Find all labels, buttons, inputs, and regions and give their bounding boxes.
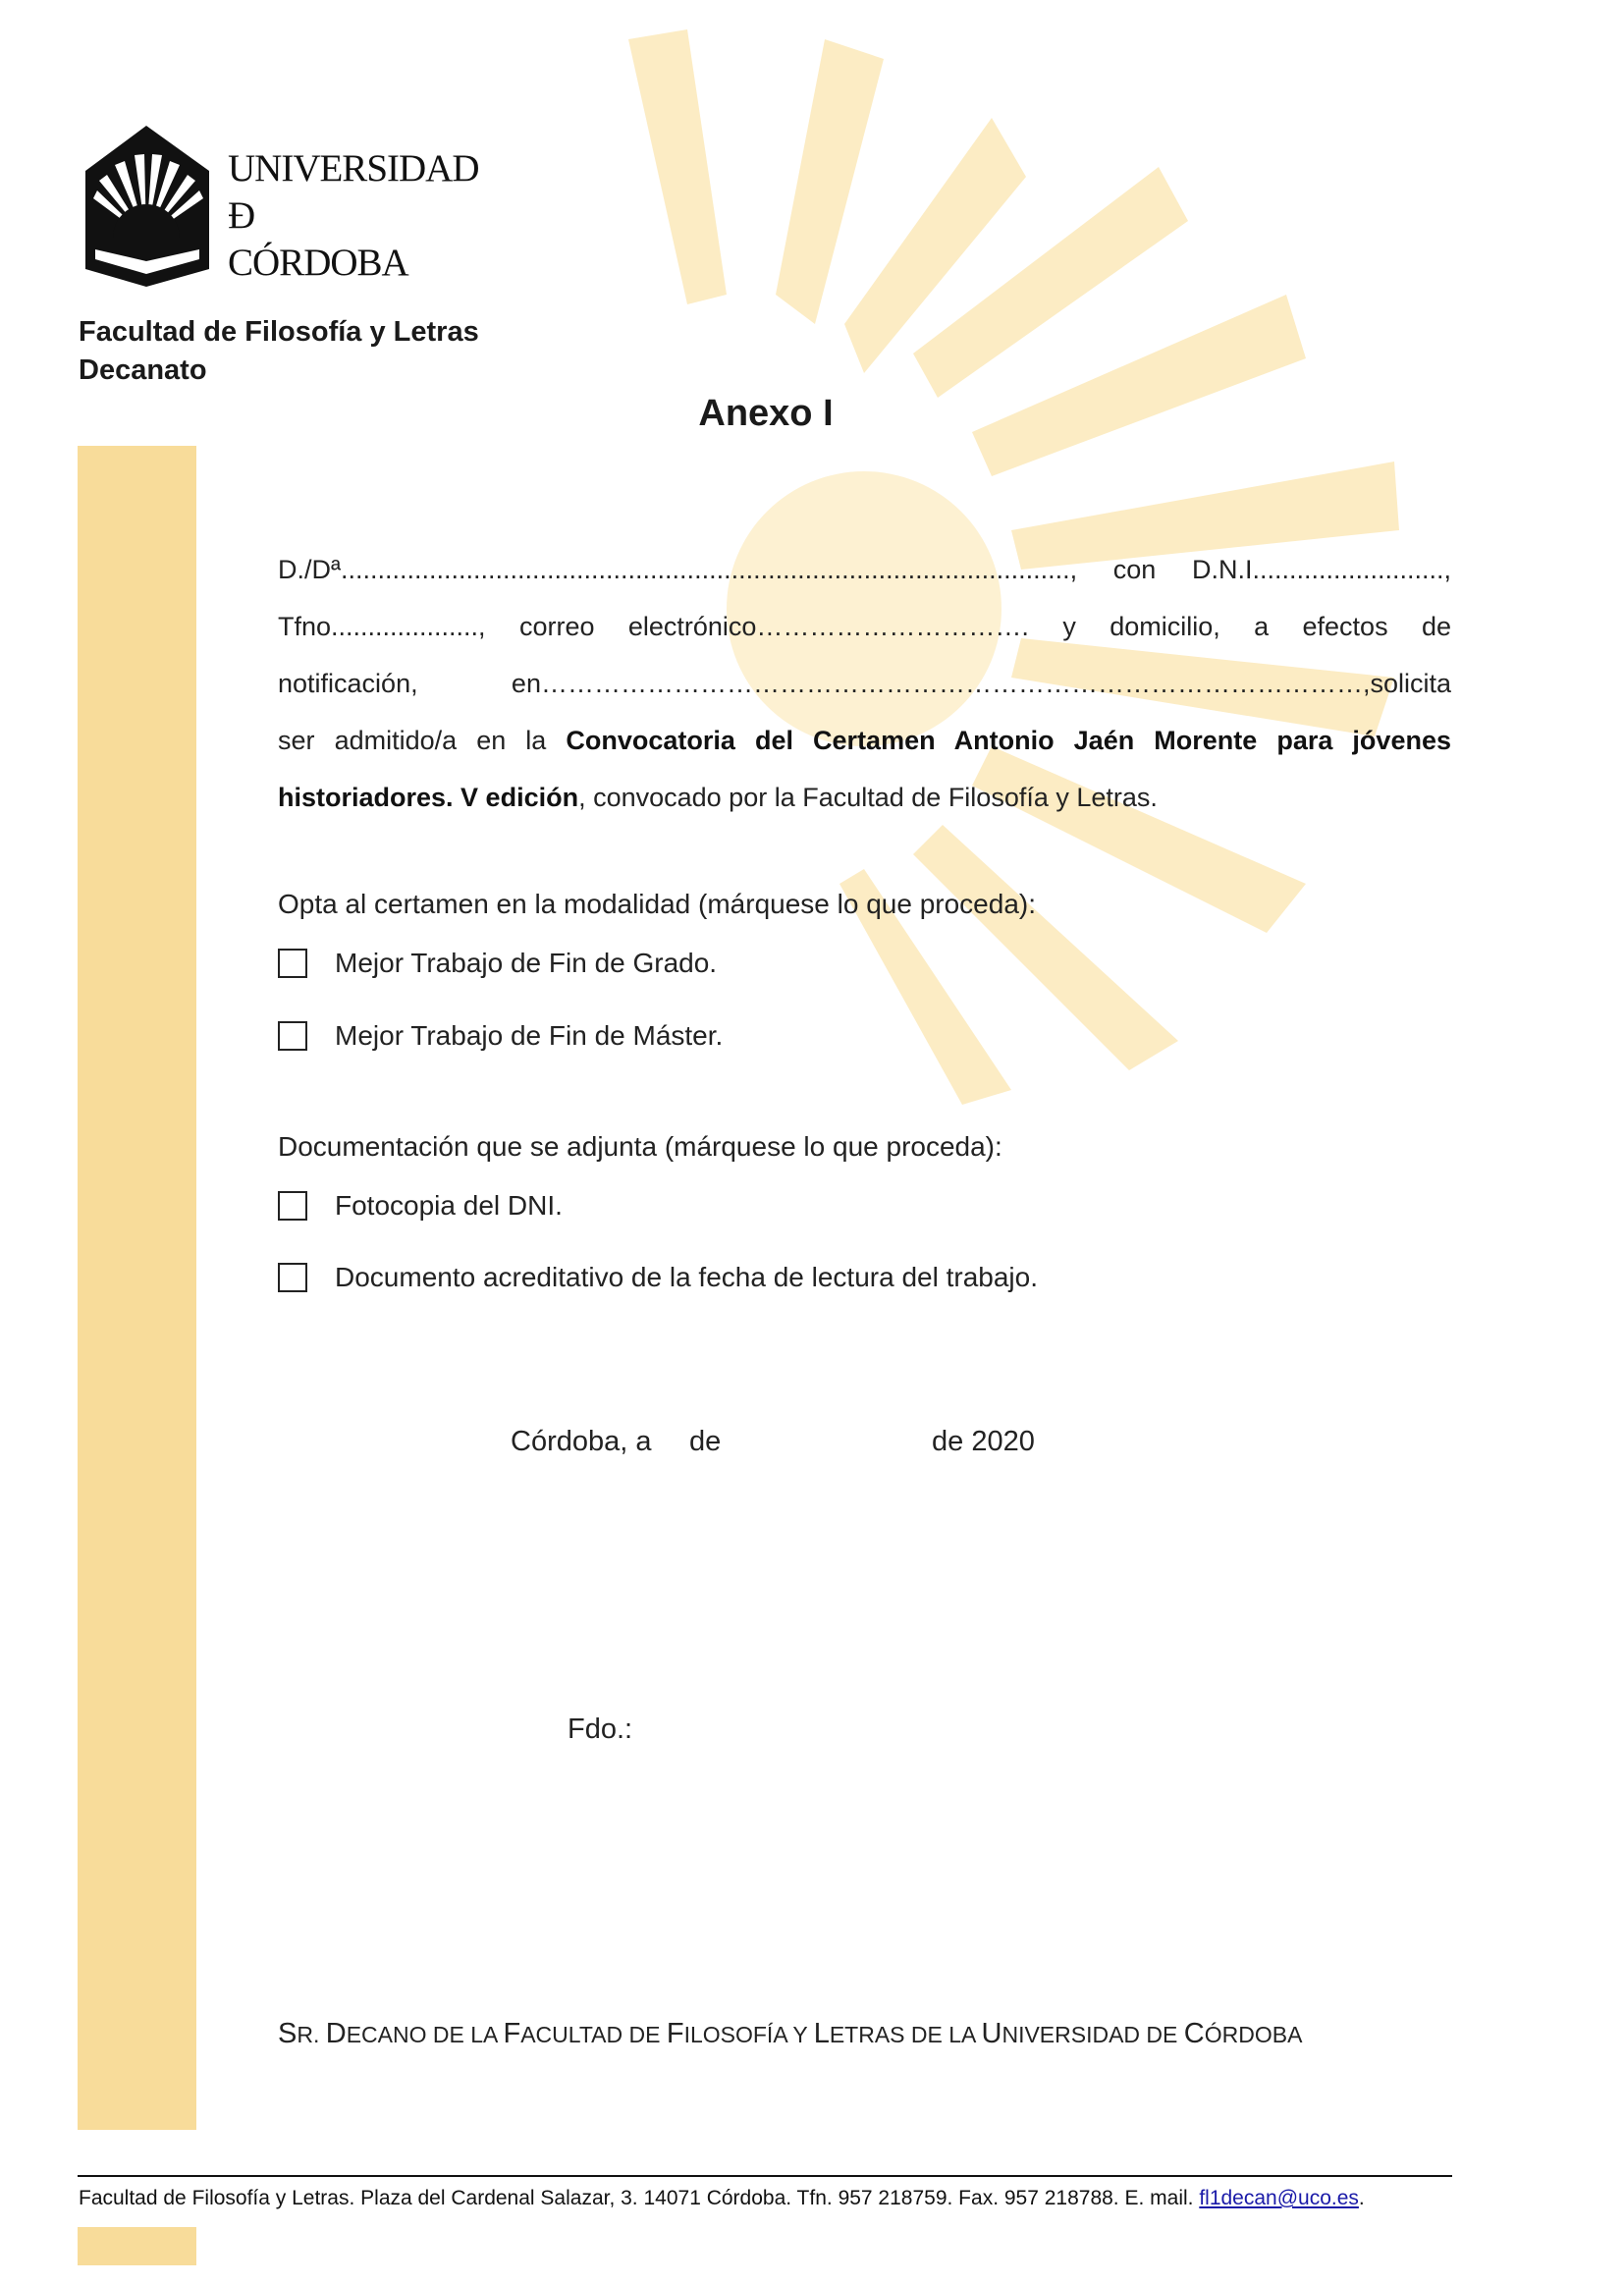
paragraph-line: Tfno...................., correo electrónico…………………………. y domicilio, a efectos de (278, 612, 1451, 641)
cap: F (503, 2018, 521, 2049)
faculty-heading (79, 313, 479, 390)
smallcaps: ÓRDOBA (1204, 2022, 1303, 2047)
signature-label: Fdo.: (568, 1714, 633, 1745)
paragraph-line: notificación, en…………………………………………………………………………………,solicita (278, 669, 1451, 698)
department-name: Decanato (79, 354, 207, 386)
option-tfg[interactable] (278, 946, 717, 981)
application-paragraph (278, 541, 1451, 826)
date-place: Córdoba, a (511, 1426, 652, 1457)
cap: S (278, 2018, 298, 2049)
call-name: Convocatoria del Certamen Antonio Jaén Morente para jóvenes historiadores. V edición (278, 726, 1451, 812)
university-line: CÓRDOBA (228, 242, 408, 284)
university-logo-icon (78, 122, 217, 289)
email-link[interactable]: fl1decan@uco.es (1199, 2187, 1359, 2209)
left-accent-bar (78, 446, 196, 2130)
smallcaps: ECANO DE LA (346, 2022, 504, 2047)
option-label: Mejor Trabajo de Fin de Grado. (335, 948, 718, 978)
page-title: Anexo I (698, 393, 834, 434)
option-dni[interactable] (278, 1188, 563, 1224)
smallcaps: ACULTAD DE (520, 2022, 667, 2047)
cap: F (666, 2018, 684, 2049)
smallcaps: ETRAS DE LA (829, 2022, 982, 2047)
footer-address: Facultad de Filosofía y Letras. Plaza del Cardenal Salazar, 3. 14071 Córdoba. Tfn. 957 218759. Fax. 957 218788. E. mail. (79, 2187, 1200, 2209)
cap: U (981, 2018, 1002, 2049)
date-year: de 2020 (932, 1426, 1035, 1457)
option-label: Documento acreditativo de la fecha de lectura del trabajo. (335, 1262, 1038, 1292)
footer-accent-bar (78, 2227, 196, 2265)
footer-divider (78, 2175, 1452, 2177)
checkbox[interactable] (278, 1263, 307, 1292)
recipient-line (278, 2018, 1302, 2050)
footer-end: . (1358, 2187, 1365, 2209)
university-line: Ð (228, 194, 255, 237)
option-tfm[interactable] (278, 1018, 723, 1054)
cap: D (325, 2018, 347, 2049)
smallcaps: NIVERSIDAD DE (1001, 2022, 1184, 2047)
option-label: Mejor Trabajo de Fin de Máster. (335, 1020, 724, 1051)
paragraph-line: D./Dª..................................................................................................., con D.N.I.........................., (278, 555, 1451, 584)
date-de: de (689, 1426, 722, 1457)
university-line: UNIVERSIDAD (228, 147, 479, 190)
modalidad-label: Opta al certamen en la modalidad (márquese lo que proceda): (278, 889, 1036, 919)
faculty-name: Facultad de Filosofía y Letras (79, 316, 479, 348)
cap: C (1183, 2018, 1205, 2049)
option-lectura[interactable] (278, 1260, 1038, 1295)
paragraph-text: , convocado por la Facultad de Filosofía y Letras. (578, 783, 1158, 812)
cap: L (813, 2018, 830, 2049)
smallcaps: R. (297, 2022, 326, 2047)
checkbox[interactable] (278, 1021, 307, 1051)
paragraph-tail (278, 712, 1451, 826)
documentacion-label: Documentación que se adjunta (márquese lo que proceda): (278, 1131, 1002, 1162)
paragraph-text: ser admitido/a en la (278, 726, 567, 755)
university-name (228, 145, 479, 287)
option-label: Fotocopia del DNI. (335, 1190, 563, 1221)
footer (79, 2187, 1365, 2210)
checkbox[interactable] (278, 949, 307, 978)
smallcaps: ILOSOFÍA Y (683, 2022, 814, 2047)
checkbox[interactable] (278, 1191, 307, 1221)
